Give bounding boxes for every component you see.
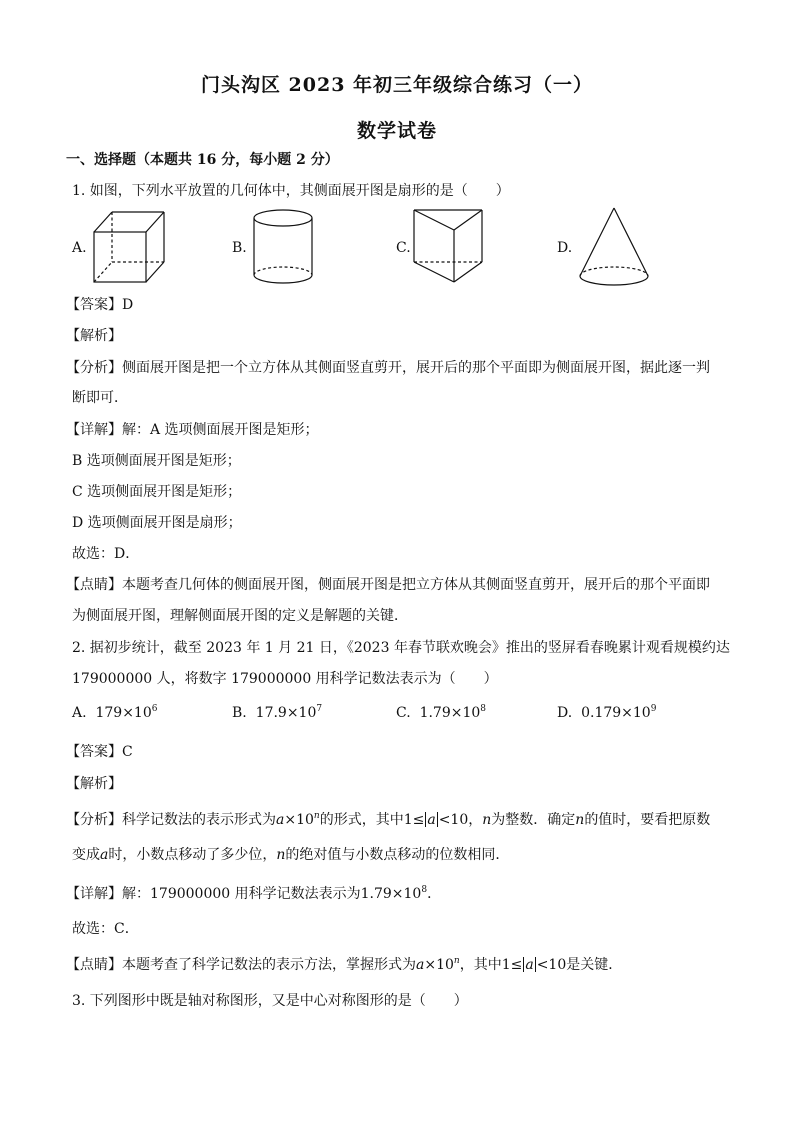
q2-fenxi-var-a: a [276, 812, 285, 828]
q2-choose: 故选：C． [72, 921, 139, 937]
q2-dianjing-exp-n: n [453, 956, 460, 966]
q2-detail-text: 【详解】解：179000000 用科学记数法表示为 [66, 886, 361, 902]
q2-option-b-base: 17.9×10 [255, 705, 317, 721]
q2-option-b-label: B. [232, 705, 247, 721]
q1-fenxi-line1: 【分析】侧面展开图是把一个立方体从其侧面竖直剪开，展开后的那个平面即为侧面展开图，据此逐一判 [66, 360, 710, 376]
q1-option-a-label: A. [72, 240, 87, 256]
q2-fenxi-n1: n [482, 812, 492, 828]
q2-detail-value: 1.79×10 [360, 886, 422, 902]
q2-fenxi2-text-b: 时，小数点移动了多少位， [108, 847, 277, 863]
q2-stem-line2: 179000000 人，将数字 179000000 用科学记数法表示为（ ） [72, 671, 498, 687]
q2-fenxi-times: ×10 [284, 812, 314, 828]
q1-option-b-label: B. [232, 240, 247, 256]
q2-dianjing-ineq-right: <10 [536, 957, 567, 973]
q2-option-d-label: D. [557, 705, 573, 721]
cube-figure [90, 208, 166, 286]
q2-fenxi-ineq-left: 1≤ [403, 812, 425, 828]
q2-option-b-exp: 7 [316, 704, 323, 714]
q2-fenxi2-text-c: 的绝对值与小数点移动的位数相同． [285, 847, 510, 863]
q2-fenxi-line1 [66, 809, 724, 831]
q2-fenxi-ineq-a: a [427, 812, 436, 828]
q2-fenxi2-var-a: a [100, 847, 109, 863]
q2-option-d-base: 0.179×10 [581, 705, 651, 721]
q1-option-d-label: D. [557, 240, 573, 256]
q2-option-a [72, 705, 157, 721]
q1-option-c-label: C. [396, 240, 411, 256]
q1-choose: 故选：D． [72, 546, 140, 562]
q2-detail-exp: 8 [421, 885, 428, 895]
q1-analysis-label: 【解析】 [66, 328, 122, 344]
q2-fenxi2-var-n: n [276, 847, 286, 863]
q2-fenxi-line2 [72, 844, 724, 866]
q2-fenxi-exp-n: n [313, 811, 320, 821]
q1-dianjing-line2: 为侧面展开图，理解侧面展开图的定义是解题的关键． [72, 608, 408, 624]
q2-option-a-exp: 6 [151, 704, 158, 714]
q2-option-a-label: A. [72, 705, 87, 721]
q2-dianjing-ineq-left: 1≤ [501, 957, 523, 973]
q2-fenxi-text-c: ， [468, 812, 483, 828]
q2-dianjing-text-c: 是关键． [566, 957, 623, 973]
q2-dianjing-text-b: ，其中 [459, 957, 502, 973]
q2-detail [66, 883, 724, 905]
q2-fenxi-text-b: 的形式，其中 [319, 812, 404, 828]
q2-fenxi-text-d: 为整数．确定 [491, 812, 576, 828]
exam-title: 门头沟区 2023 年初三年级综合练习（一） [200, 74, 594, 96]
q2-dianjing [66, 954, 724, 976]
q2-option-c [396, 705, 486, 721]
q2-option-b [232, 705, 322, 721]
q2-dianjing-times: ×10 [424, 957, 454, 973]
q1-stem: 1. 如图，下列水平放置的几何体中，其侧面展开图是扇形的是（ ） [72, 183, 510, 199]
q2-option-c-base: 1.79×10 [419, 705, 481, 721]
q2-fenxi-text-a: 【分析】科学记数法的表示形式为 [66, 812, 276, 828]
q2-option-d [557, 705, 656, 721]
q2-fenxi2-text-a: 变成 [72, 847, 100, 863]
q3-stem: 3. 下列图形中既是轴对称图形，又是中心对称图形的是（ ） [72, 993, 468, 1009]
q2-option-c-exp: 8 [480, 704, 487, 714]
q2-detail-end: ． [427, 886, 442, 902]
q2-fenxi-ineq-right: <10 [438, 812, 469, 828]
q1-answer: 【答案】D [66, 297, 134, 313]
section-heading: 一、选择题（本题共 16 分，每小题 2 分） [66, 152, 339, 168]
q2-analysis-label: 【解析】 [66, 776, 122, 792]
q2-option-d-exp: 9 [650, 704, 657, 714]
q2-option-a-base: 179×10 [95, 705, 152, 721]
q2-dianjing-ineq-a: a [525, 957, 534, 973]
triangular-prism-figure [410, 206, 486, 286]
q2-fenxi-n2: n [575, 812, 585, 828]
exam-subtitle: 数学试卷 [356, 120, 437, 142]
cylinder-figure [250, 207, 316, 287]
q1-dianjing-line1: 【点睛】本题考查几何体的侧面展开图，侧面展开图是把立方体从其侧面竖直剪开，展开后的那个平面即 [66, 577, 710, 593]
q2-answer: 【答案】C [66, 744, 133, 760]
q2-stem-line1: 2. 据初步统计，截至 2023 年 1 月 21 日，《2023 年春节联欢晚会》推出的竖屏看春晚累计观看规模约达 [72, 640, 730, 656]
q1-detail-line4: D 选项侧面展开图是扇形； [72, 515, 242, 531]
q2-fenxi-text-e: 的值时，要看把原数 [584, 812, 711, 828]
q1-fenxi-line2: 断即可． [72, 390, 128, 406]
q1-detail-line2: B 选项侧面展开图是矩形； [72, 453, 241, 469]
q2-dianjing-text-a: 【点睛】本题考查了科学记数法的表示方法，掌握形式为 [66, 957, 416, 973]
q2-option-c-label: C. [396, 705, 411, 721]
cone-figure [576, 205, 652, 289]
q2-dianjing-var-a: a [416, 957, 425, 973]
q1-detail-line1: 【详解】解：A 选项侧面展开图是矩形； [66, 422, 319, 438]
q1-detail-line3: C 选项侧面展开图是矩形； [72, 484, 242, 500]
